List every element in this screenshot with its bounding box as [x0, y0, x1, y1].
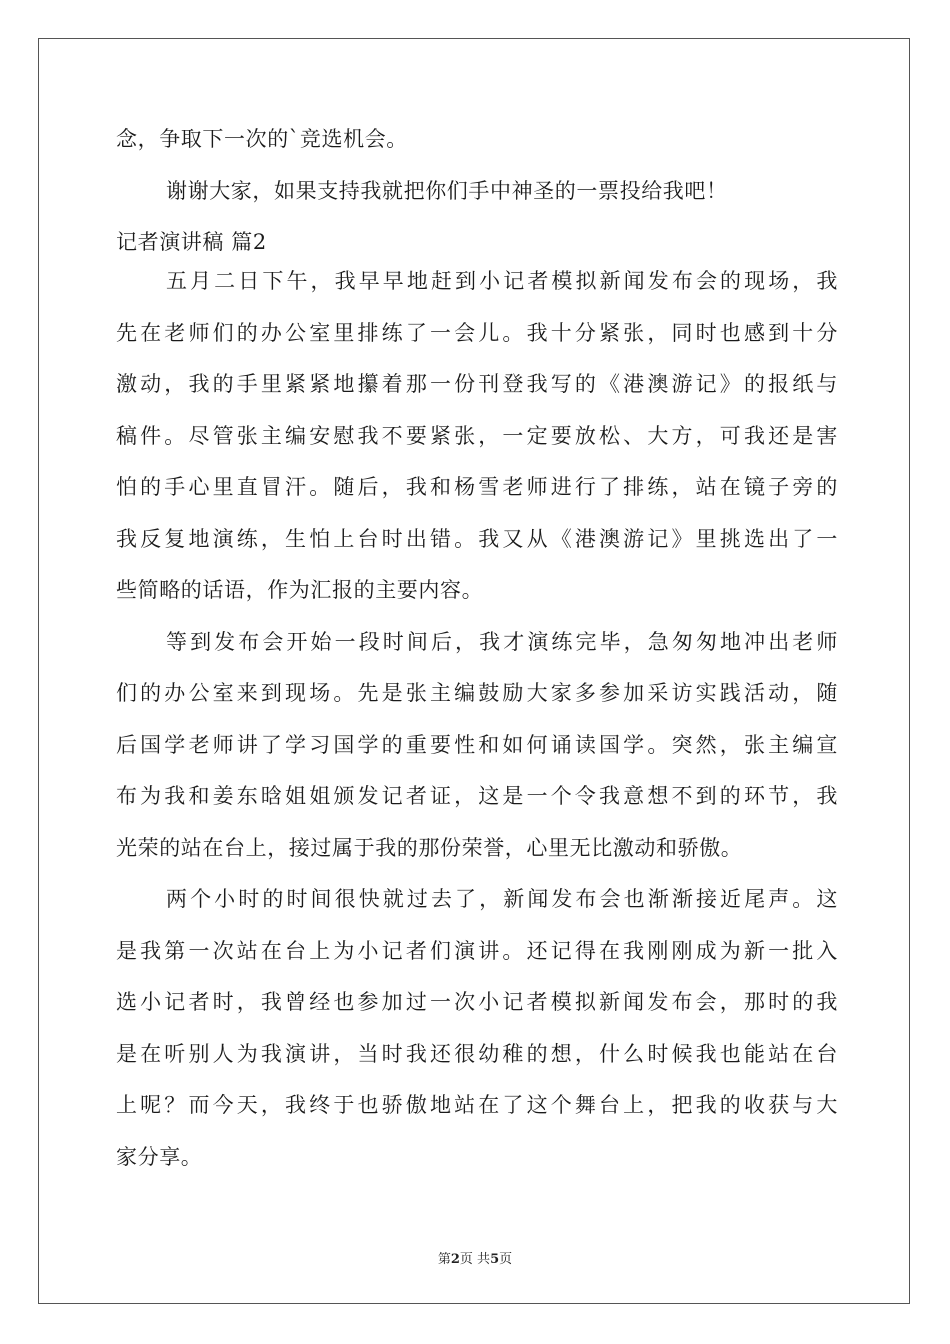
- paragraph-line: 激动，我的手里紧紧地攥着那一份刊登我写的《港澳游记》的报纸与: [116, 372, 838, 396]
- paragraph-line: 家分享。: [116, 1144, 203, 1169]
- paragraph-line: 选小记者时，我曾经也参加过一次小记者模拟新闻发布会，那时的我: [116, 990, 838, 1014]
- page-number-suffix: 页: [499, 1252, 513, 1267]
- paragraph-line: 谢谢大家，如果支持我就把你们手中神圣的一票投给我吧！: [166, 178, 728, 203]
- current-page-number: 2: [450, 1252, 460, 1267]
- paragraph-line: 先在老师们的办公室里排练了一会儿。我十分紧张，同时也感到十分: [116, 320, 838, 345]
- paragraph-line: 光荣的站在台上，接过属于我的那份荣誉，心里无比激动和骄傲。: [116, 835, 743, 860]
- paragraph-line: 布为我和姜东晗姐姐颁发记者证，这是一个令我意想不到的环节，我: [116, 784, 838, 808]
- paragraph-line: 们的办公室来到现场。先是张主编鼓励大家多参加采访实践活动，随: [116, 681, 838, 705]
- paragraph-line: 我反复地演练，生怕上台时出错。我又从《港澳游记》里挑选出了一: [116, 526, 838, 551]
- paragraph-line: 些简略的话语，作为汇报的主要内容。: [116, 578, 484, 602]
- paragraph-line: 是在听别人为我演讲，当时我还很幼稚的想，什么时候我也能站在台: [116, 1041, 838, 1066]
- section-heading: 记者演讲稿 篇2: [116, 230, 267, 254]
- paragraph-line: 怕的手心里直冒汗。随后，我和杨雪老师进行了排练，站在镜子旁的: [116, 475, 838, 499]
- paragraph-line: 稿件。尽管张主编安慰我不要紧张，一定要放松、大方，可我还是害: [116, 423, 838, 448]
- page-footer: [0, 1248, 950, 1267]
- paragraph-line: 两个小时的时间很快就过去了，新闻发布会也渐渐接近尾声。这: [166, 887, 838, 911]
- paragraph-line: 上呢？而今天，我终于也骄傲地站在了这个舞台上，把我的收获与大: [116, 1093, 838, 1117]
- paragraph-line: 等到发布会开始一段时间后，我才演练完毕，急匆匆地冲出老师: [166, 629, 838, 654]
- paragraph-line: 念，争取下一次的`竞选机会。: [116, 127, 408, 151]
- paragraph-line: 是我第一次站在台上为小记者们演讲。还记得在我刚刚成为新一批入: [116, 938, 838, 963]
- paragraph-line: 五月二日下午，我早早地赶到小记者模拟新闻发布会的现场，我: [166, 269, 838, 293]
- total-page-number: 5: [490, 1252, 500, 1267]
- paragraph-line: 后国学老师讲了学习国学的重要性和如何诵读国学。突然，张主编宣: [116, 732, 838, 757]
- page-number-prefix: 第: [437, 1252, 451, 1267]
- page-number-mid: 页 共: [459, 1252, 491, 1267]
- document-body: [116, 128, 838, 1197]
